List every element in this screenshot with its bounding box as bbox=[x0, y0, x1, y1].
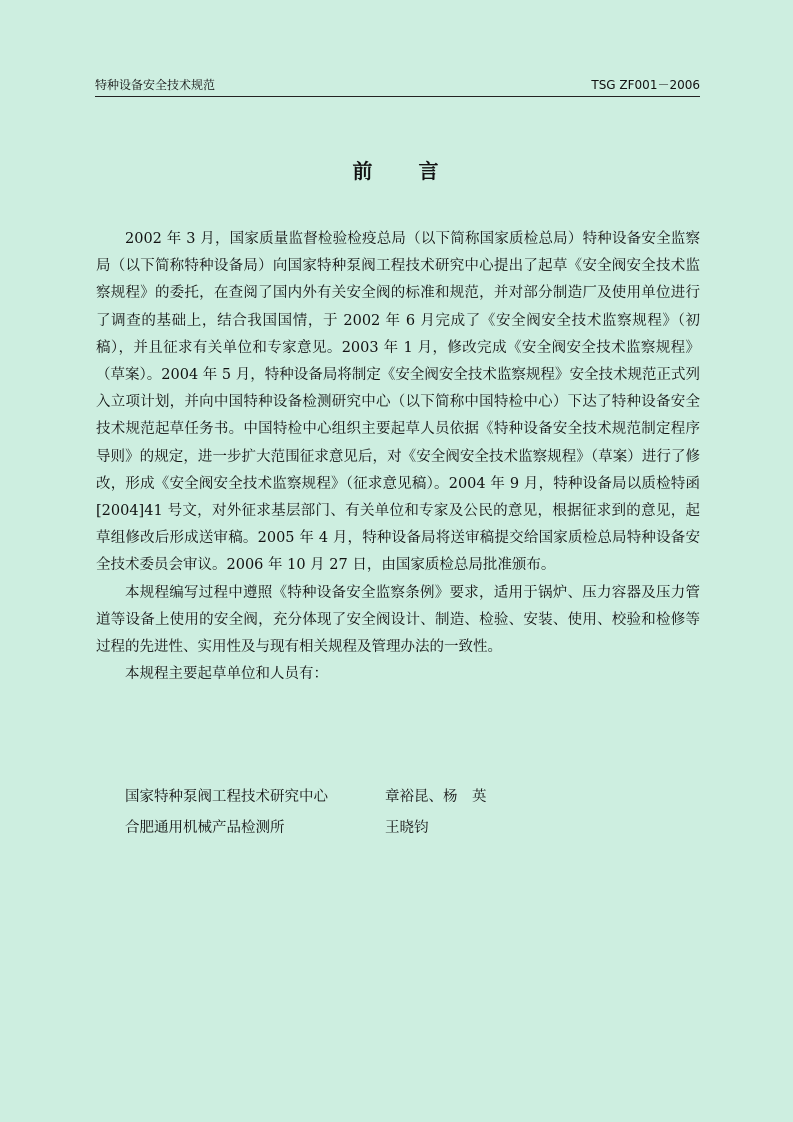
preface-paragraph-drafters-intro: 本规程主要起草单位和人员有： bbox=[125, 666, 328, 683]
header-spec-category: 特种设备安全技术规范 bbox=[95, 78, 216, 92]
page-header bbox=[95, 78, 700, 97]
preface-body bbox=[96, 226, 700, 688]
drafter-row bbox=[125, 784, 487, 815]
header-spec-number: TSG ZF001－2006 bbox=[591, 78, 700, 92]
drafter-unit: 合肥通用机械产品检测所 bbox=[125, 820, 285, 836]
drafter-unit: 国家特种泵阀工程技术研究中心 bbox=[125, 789, 328, 805]
drafters-list bbox=[125, 784, 487, 846]
page-title: 前 言 bbox=[352, 159, 441, 183]
preface-paragraph-history: 2002 年 3 月，国家质量监督检验检疫总局（以下简称国家质检总局）特种设备安全监察局（以下简称特种设备局）向国家特种泵阀工程技术研究中心提出了起草《安全阀安全技术监察规程》的委托，在查阅了国内外有关安全阀的标准和规范，并对部分制造厂及使用单位进行了调查的基础上，结合我国国情，于 2002 年 6 月完成了《安全阀安全技术监察规程》（初稿），并且征求有关单位和专家意见。2003 年 1 月，修改完成《安全阀安全技术监察规程》（草案）。2004 年 5 月，特种设备局将制定《安全阀安全技术监察规程》安全技术规范正式列入立项计划，并向中国特种设备检测研究中心（以下简称中国特检中心）下达了特种设备安全技术规范起草任务书。中国特检中心组织主要起草人员依据《特种设备安全技术规范制定程序导则》的规定，进一步扩大范围征求意见后，对《安全阀安全技术监察规程》（草案）进行了修改，形成《安全阀安全技术监察规程》（征求意见稿）。2004 年 9 月，特种设备局以质检特函[2004]41 号文，对外征求基层部门、有关单位和专家及公民的意见，根据征求到的意见，起草组修改后形成送审稿。2005 年 4 月，特种设备局将送审稿提交给国家质检总局特种设备安全技术委员会审议。2006 年 10 月 27 日，由国家质检总局批准颁布。 bbox=[96, 231, 700, 574]
preface-paragraph-scope: 本规程编写过程中遵照《特种设备安全监察条例》要求，适用于锅炉、压力容器及压力管道等设备上使用的安全阀，充分体现了安全阀设计、制造、检验、安装、使用、校验和检修等过程的先进性、实用性及与现有相关规程及管理办法的一致性。 bbox=[96, 584, 700, 656]
drafter-row bbox=[125, 815, 487, 846]
drafter-people: 王晓钧 bbox=[385, 820, 429, 836]
drafter-people: 章裕昆、杨 英 bbox=[385, 789, 487, 805]
